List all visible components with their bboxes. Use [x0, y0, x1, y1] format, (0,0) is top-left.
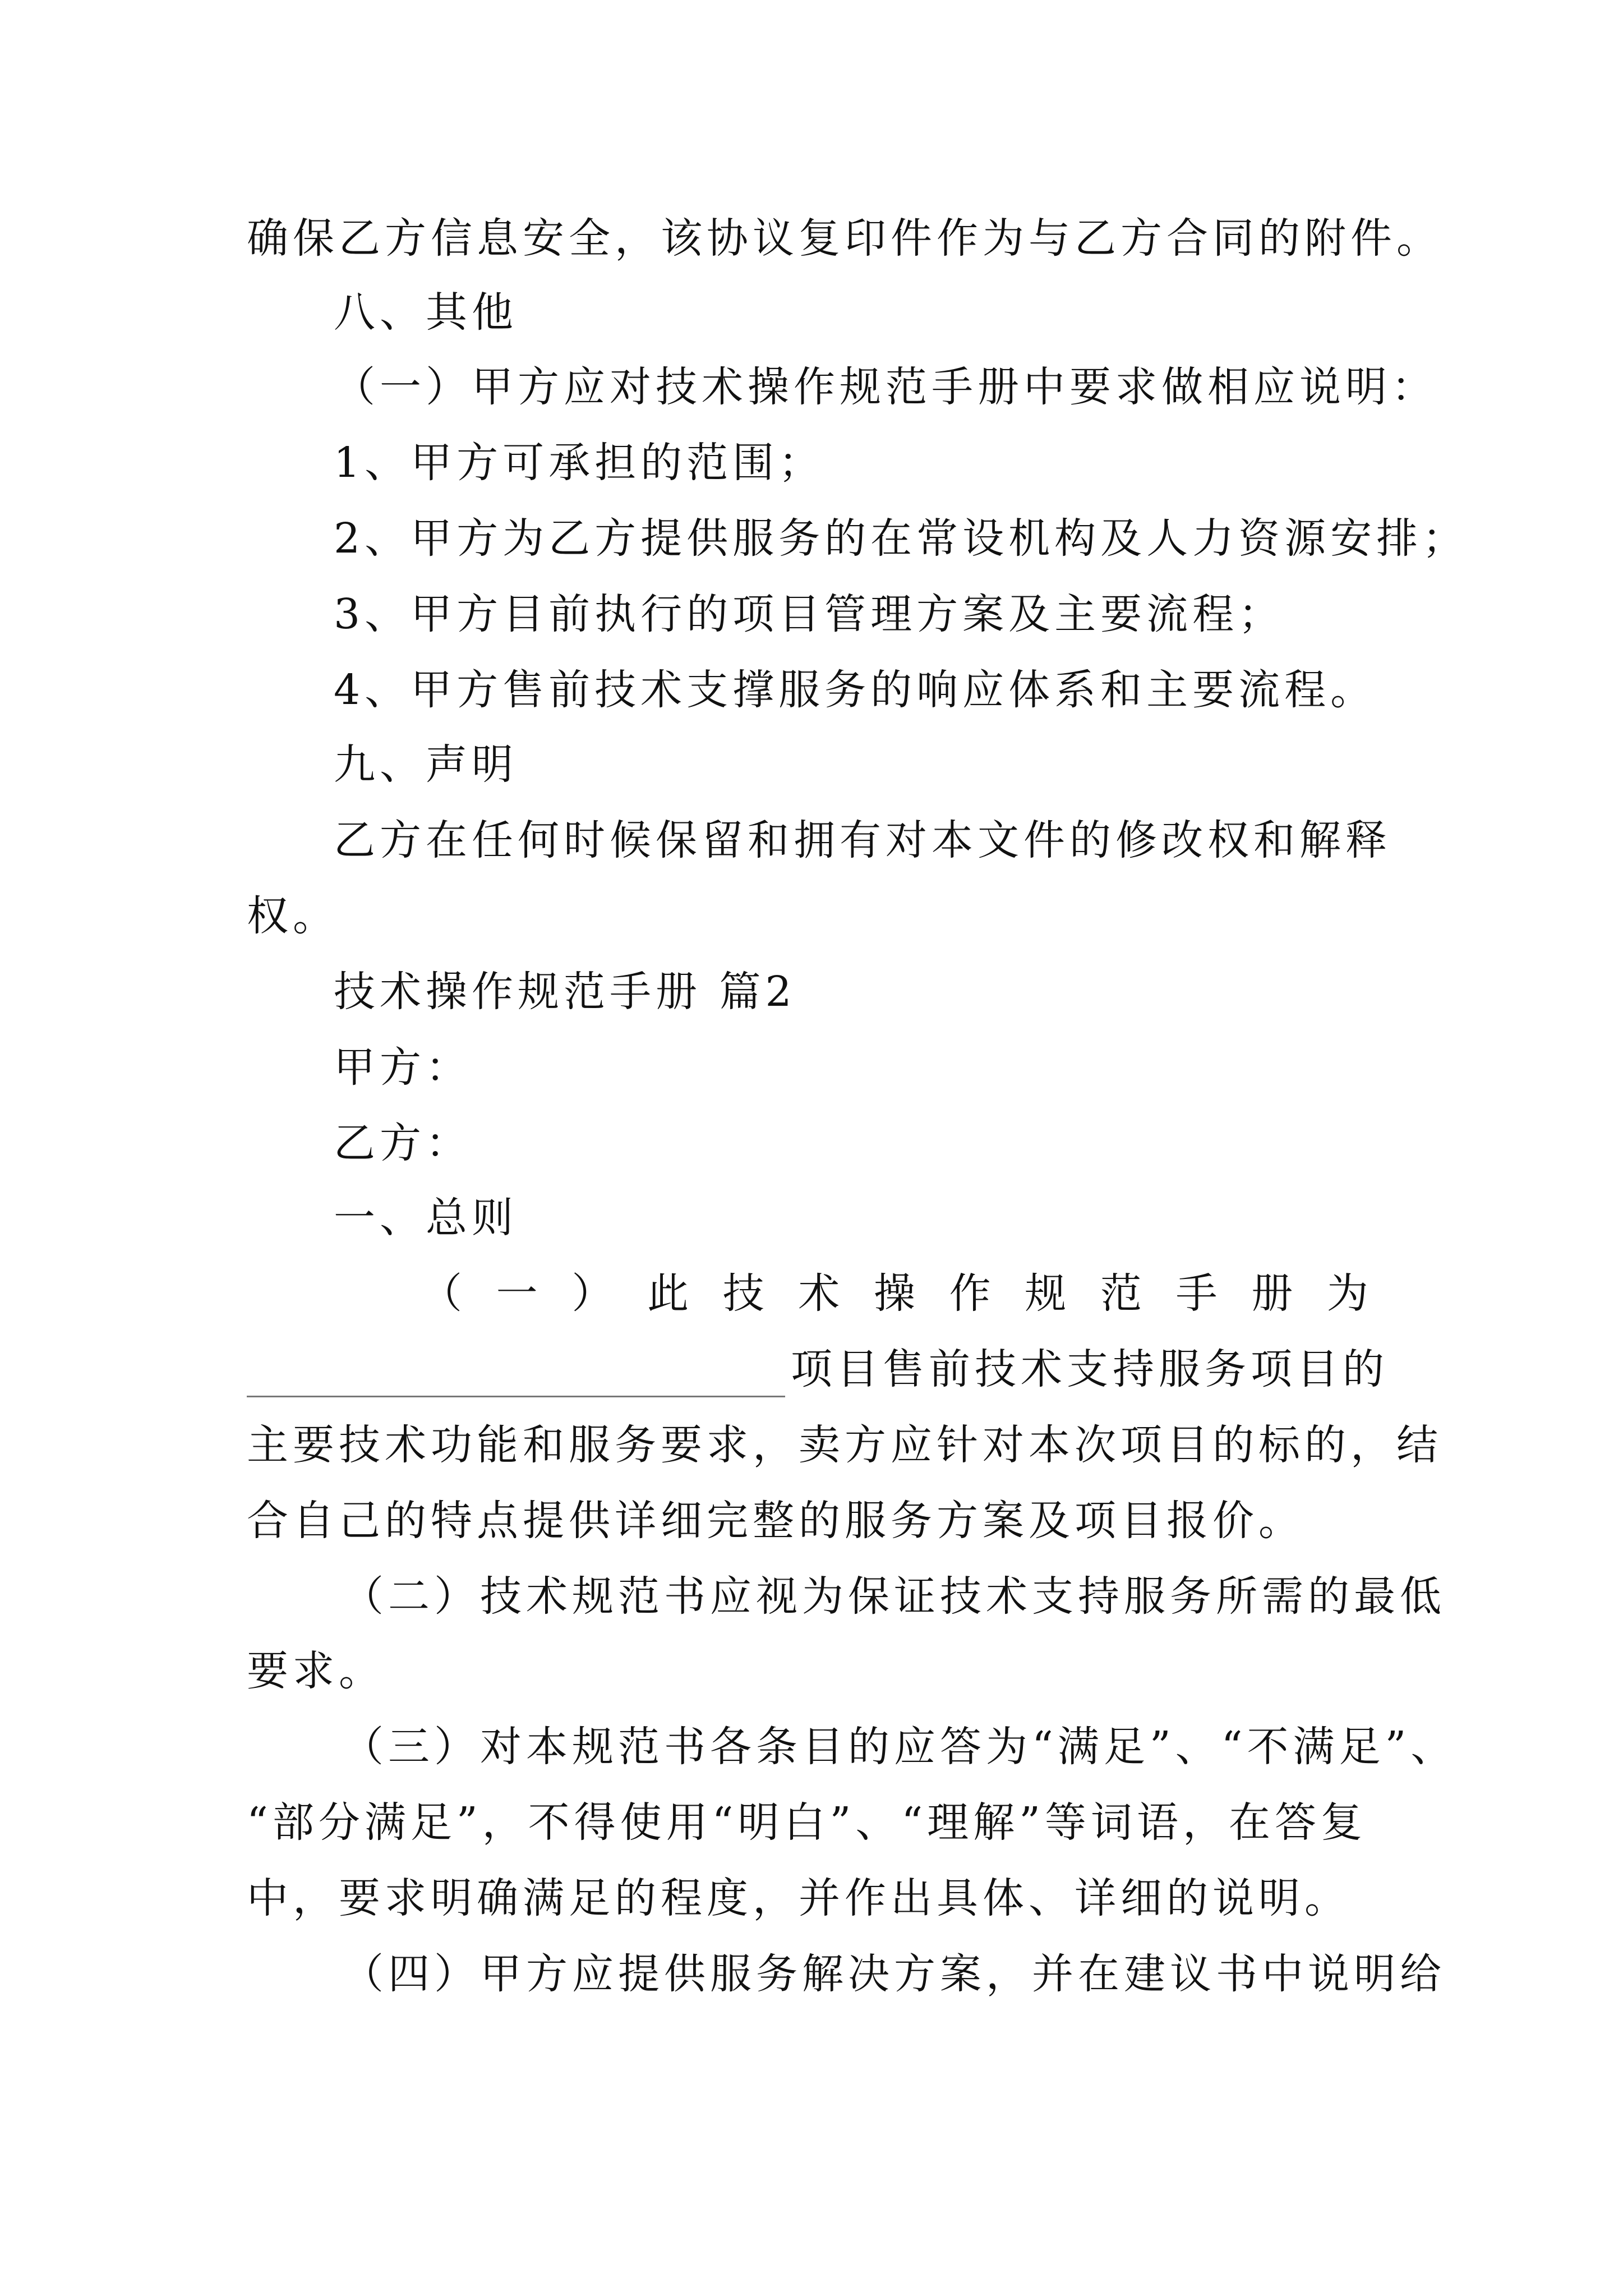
body-line: （一）甲方应对技术操作规范手册中要求做相应说明： [334, 363, 1437, 411]
body-line: 中，要求明确满足的程度，并作出具体、详细的说明。 [247, 1874, 1350, 1922]
body-line: “部分满足”，不得使用“明白”、“理解”等词语，在答复 [247, 1798, 1367, 1847]
body-line-with-blank [247, 1341, 1389, 1397]
justified-line [421, 1266, 1368, 1322]
section-heading: 九、声明 [334, 740, 518, 789]
body-line: 主要技术功能和服务要求，卖方应针对本次项目的标的，结 [247, 1421, 1442, 1469]
spread-char: 技 [722, 1269, 764, 1318]
list-item: 4、甲方售前技术支撑服务的响应体系和主要流程。 [334, 666, 1377, 714]
spread-char: 作 [949, 1269, 991, 1318]
body-line: 权。 [247, 892, 339, 940]
spread-char: ） [571, 1269, 614, 1318]
spread-char: 册 [1251, 1269, 1293, 1318]
spread-char: 一 [496, 1269, 538, 1318]
spread-char: 为 [1326, 1269, 1368, 1318]
list-item: 1、甲方可承担的范围； [334, 439, 825, 487]
spread-char: 此 [647, 1269, 689, 1318]
spread-char: 范 [1100, 1269, 1142, 1318]
party-a-label: 甲方： [334, 1043, 472, 1092]
spread-char: 手 [1175, 1269, 1218, 1318]
list-item: 3、甲方目前执行的项目管理方案及主要流程； [334, 590, 1285, 638]
section-heading: 一、总则 [334, 1194, 518, 1242]
document-title: 技术操作规范手册 篇2 [334, 968, 796, 1016]
spread-char: 操 [873, 1269, 915, 1318]
spread-char: （ [421, 1269, 462, 1318]
spread-char: 术 [798, 1269, 840, 1318]
body-line: （三）对本规范书各条目的应答为“满足”、“不满足”、 [342, 1723, 1457, 1771]
body-line: 项目售前技术支持服务项目的 [791, 1345, 1389, 1393]
party-b-label: 乙方： [334, 1119, 472, 1167]
body-line: 乙方在任何时候保留和拥有对本文件的修改权和解释 [334, 816, 1391, 864]
body-line: 确保乙方信息安全，该协议复印件作为与乙方合同的附件。 [247, 214, 1442, 263]
body-line: （二）技术规范书应视为保证技术支持服务所需的最低 [342, 1572, 1446, 1621]
body-line: 要求。 [247, 1647, 385, 1695]
fill-in-blank [247, 1356, 785, 1397]
body-line: 合自己的特点提供详细完整的服务方案及项目报价。 [247, 1497, 1304, 1545]
spread-char: 规 [1025, 1269, 1067, 1318]
list-item: 2、甲方为乙方提供服务的在常设机构及人力资源安排； [334, 514, 1469, 563]
section-heading: 八、其他 [334, 288, 518, 337]
body-line: （四）甲方应提供服务解决方案，并在建议书中说明给 [342, 1950, 1446, 1998]
